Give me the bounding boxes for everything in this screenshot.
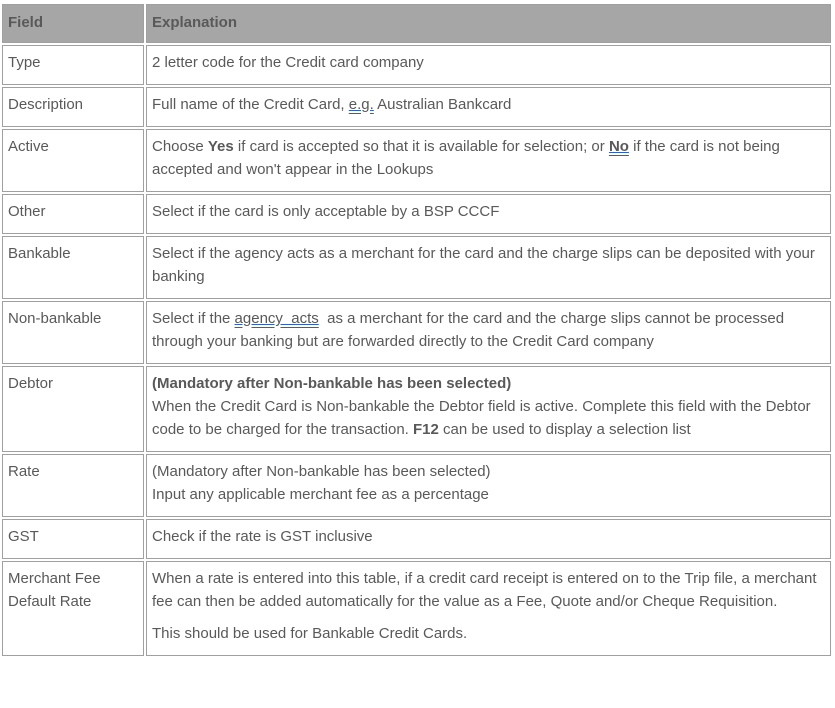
spellcheck-underlined-text: agency acts bbox=[234, 310, 319, 327]
field-cell: GST bbox=[2, 519, 144, 559]
paragraph: When a rate is entered into this table, if a credit card receipt is entered on to the Trip file, a merchant fee can then be added automatically for the value as a Fee, Quote and/or Cheque Requisition. bbox=[152, 570, 817, 610]
yes-bold: Yes bbox=[207, 138, 234, 155]
text: if the card is not being accepted and won't appear in the Lookups bbox=[152, 138, 780, 178]
paragraph: This should be used for Bankable Credit Cards. bbox=[152, 625, 468, 642]
mandatory-note: (Mandatory after Non-bankable has been selected) bbox=[152, 463, 491, 480]
explanation-cell: 2 letter code for the Credit card company bbox=[146, 45, 831, 85]
text: if card is accepted so that it is available for selection; or bbox=[233, 138, 609, 155]
text: Select if the bbox=[152, 310, 235, 327]
field-cell: Other bbox=[2, 194, 144, 234]
table-row bbox=[2, 561, 831, 656]
explanation-cell bbox=[146, 366, 831, 452]
no-bold: No bbox=[608, 138, 629, 155]
table-row bbox=[2, 301, 831, 364]
spellcheck-underlined-text: e.g. bbox=[348, 96, 374, 113]
text: Full name of the Credit Card, bbox=[152, 96, 349, 113]
field-cell: Type bbox=[2, 45, 144, 85]
table-row bbox=[2, 87, 831, 127]
explanation-cell: Select if the card is only acceptable by a BSP CCCF bbox=[146, 194, 831, 234]
text: Australian Bankcard bbox=[373, 96, 512, 113]
table-row bbox=[2, 519, 831, 559]
table-row bbox=[2, 236, 831, 299]
table-row bbox=[2, 45, 831, 85]
explanation-cell bbox=[146, 561, 831, 656]
text: Choose bbox=[152, 138, 208, 155]
explanation-cell bbox=[146, 129, 831, 192]
table-row bbox=[2, 129, 831, 192]
table-row bbox=[2, 366, 831, 452]
field-cell: Debtor bbox=[2, 366, 144, 452]
field-cell: Merchant Fee Default Rate bbox=[2, 561, 144, 656]
mandatory-note: (Mandatory after Non-bankable has been selected) bbox=[152, 375, 512, 392]
text: Input any applicable merchant fee as a percentage bbox=[152, 486, 489, 503]
field-cell: Bankable bbox=[2, 236, 144, 299]
table-row bbox=[2, 454, 831, 517]
f12-key: F12 bbox=[413, 421, 439, 438]
header-explanation: Explanation bbox=[146, 4, 831, 43]
explanation-cell: Select if the agency acts as a merchant for the card and the charge slips can be deposited with your banking bbox=[146, 236, 831, 299]
header-field: Field bbox=[2, 4, 144, 43]
text: When the Credit Card is Non-bankable the Debtor field is active. Complete this field with the Debtor code to be charged for the transaction. bbox=[152, 398, 811, 438]
field-cell: Active bbox=[2, 129, 144, 192]
text: can be used to display a selection list bbox=[438, 421, 691, 438]
header-row bbox=[2, 4, 831, 43]
field-cell: Rate bbox=[2, 454, 144, 517]
field-cell: Non-bankable bbox=[2, 301, 144, 364]
explanation-cell bbox=[146, 87, 831, 127]
credit-card-fields-table bbox=[0, 2, 833, 658]
explanation-cell bbox=[146, 454, 831, 517]
explanation-cell: Check if the rate is GST inclusive bbox=[146, 519, 831, 559]
table-row bbox=[2, 194, 831, 234]
field-cell: Description bbox=[2, 87, 144, 127]
text: as a merchant for the card and the charge slips cannot be processed through your banking but are forwarded directly to the Credit Card company bbox=[152, 310, 789, 350]
explanation-cell bbox=[146, 301, 831, 364]
